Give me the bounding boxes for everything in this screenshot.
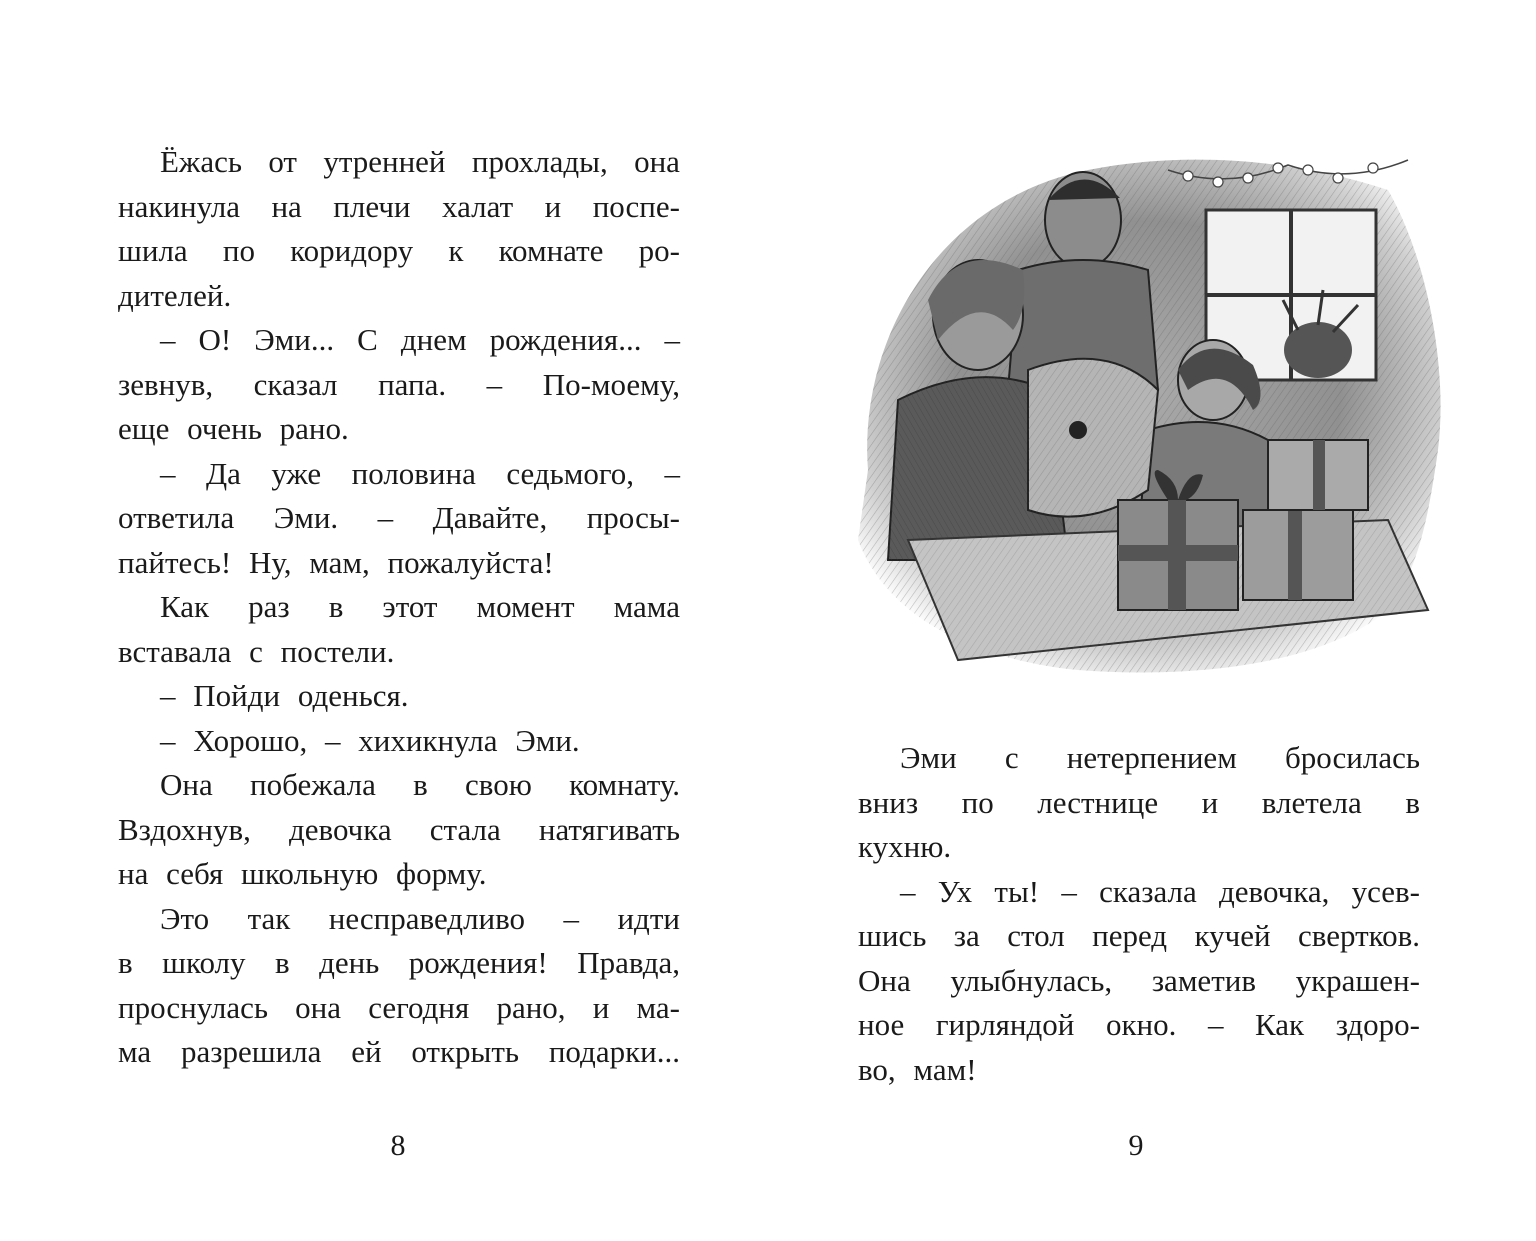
text-line: шись за стол перед кучей свертков. <box>858 918 1420 953</box>
text-line: ное гирляндой окно. – Как здоро- <box>858 1007 1420 1042</box>
text-line: – Да уже половина седьмого, – <box>160 455 680 491</box>
text-line: кухню. <box>858 829 952 864</box>
text-line: Ёжась от утренней прохлады, она <box>160 144 680 179</box>
right-page-text <box>858 736 1420 1092</box>
text-line: Она улыбнулась, заметив украшен- <box>858 962 1420 998</box>
text-line: вниз по лестнице и влетела в <box>858 784 1420 820</box>
text-line: вставала с постели. <box>118 633 395 669</box>
text-line: на себя школьную форму. <box>118 856 487 891</box>
text-line: зевнув, сказал папа. – По-моему, <box>118 366 680 402</box>
text-line: шила по коридору к комнате ро- <box>118 233 680 268</box>
right-page <box>768 0 1536 1241</box>
text-line: – Хорошо, – хихикнула Эми. <box>160 722 580 758</box>
page-number-left: 8 <box>390 1129 406 1162</box>
text-line: ма разрешила ей открыть подарки... <box>118 1034 680 1069</box>
text-line: еще очень рано. <box>118 411 349 446</box>
text-line: во, мам! <box>858 1051 977 1087</box>
illustration-image <box>828 140 1448 700</box>
text-line: – Пойди оденься. <box>160 678 409 713</box>
text-line: Как раз в этот момент мама <box>160 589 680 624</box>
text-line: Она побежала в свою комнату. <box>160 767 680 802</box>
text-line: – Ух ты! – сказала девочка, усев- <box>900 873 1420 909</box>
text-line: в школу в день рождения! Правда, <box>118 945 680 980</box>
text-line: дителей. <box>118 277 232 313</box>
text-line: Эми с нетерпением бросилась <box>900 740 1420 775</box>
text-line: – О! Эми... С днем рождения... – <box>160 322 680 357</box>
text-line: Это так несправедливо – идти <box>160 900 680 936</box>
text-line: накинула на плечи халат и поспе- <box>118 188 680 224</box>
text-line: проснулась она сегодня рано, и ма- <box>118 989 680 1025</box>
text-line: пайтесь! Ну, мам, пожалуйста! <box>118 544 554 580</box>
text-line: ответила Эми. – Давайте, просы- <box>118 500 680 535</box>
left-page-text <box>118 140 680 1075</box>
page-number-right: 9 <box>1128 1129 1144 1162</box>
text-line: Вздохнув, девочка стала натягивать <box>118 811 680 847</box>
